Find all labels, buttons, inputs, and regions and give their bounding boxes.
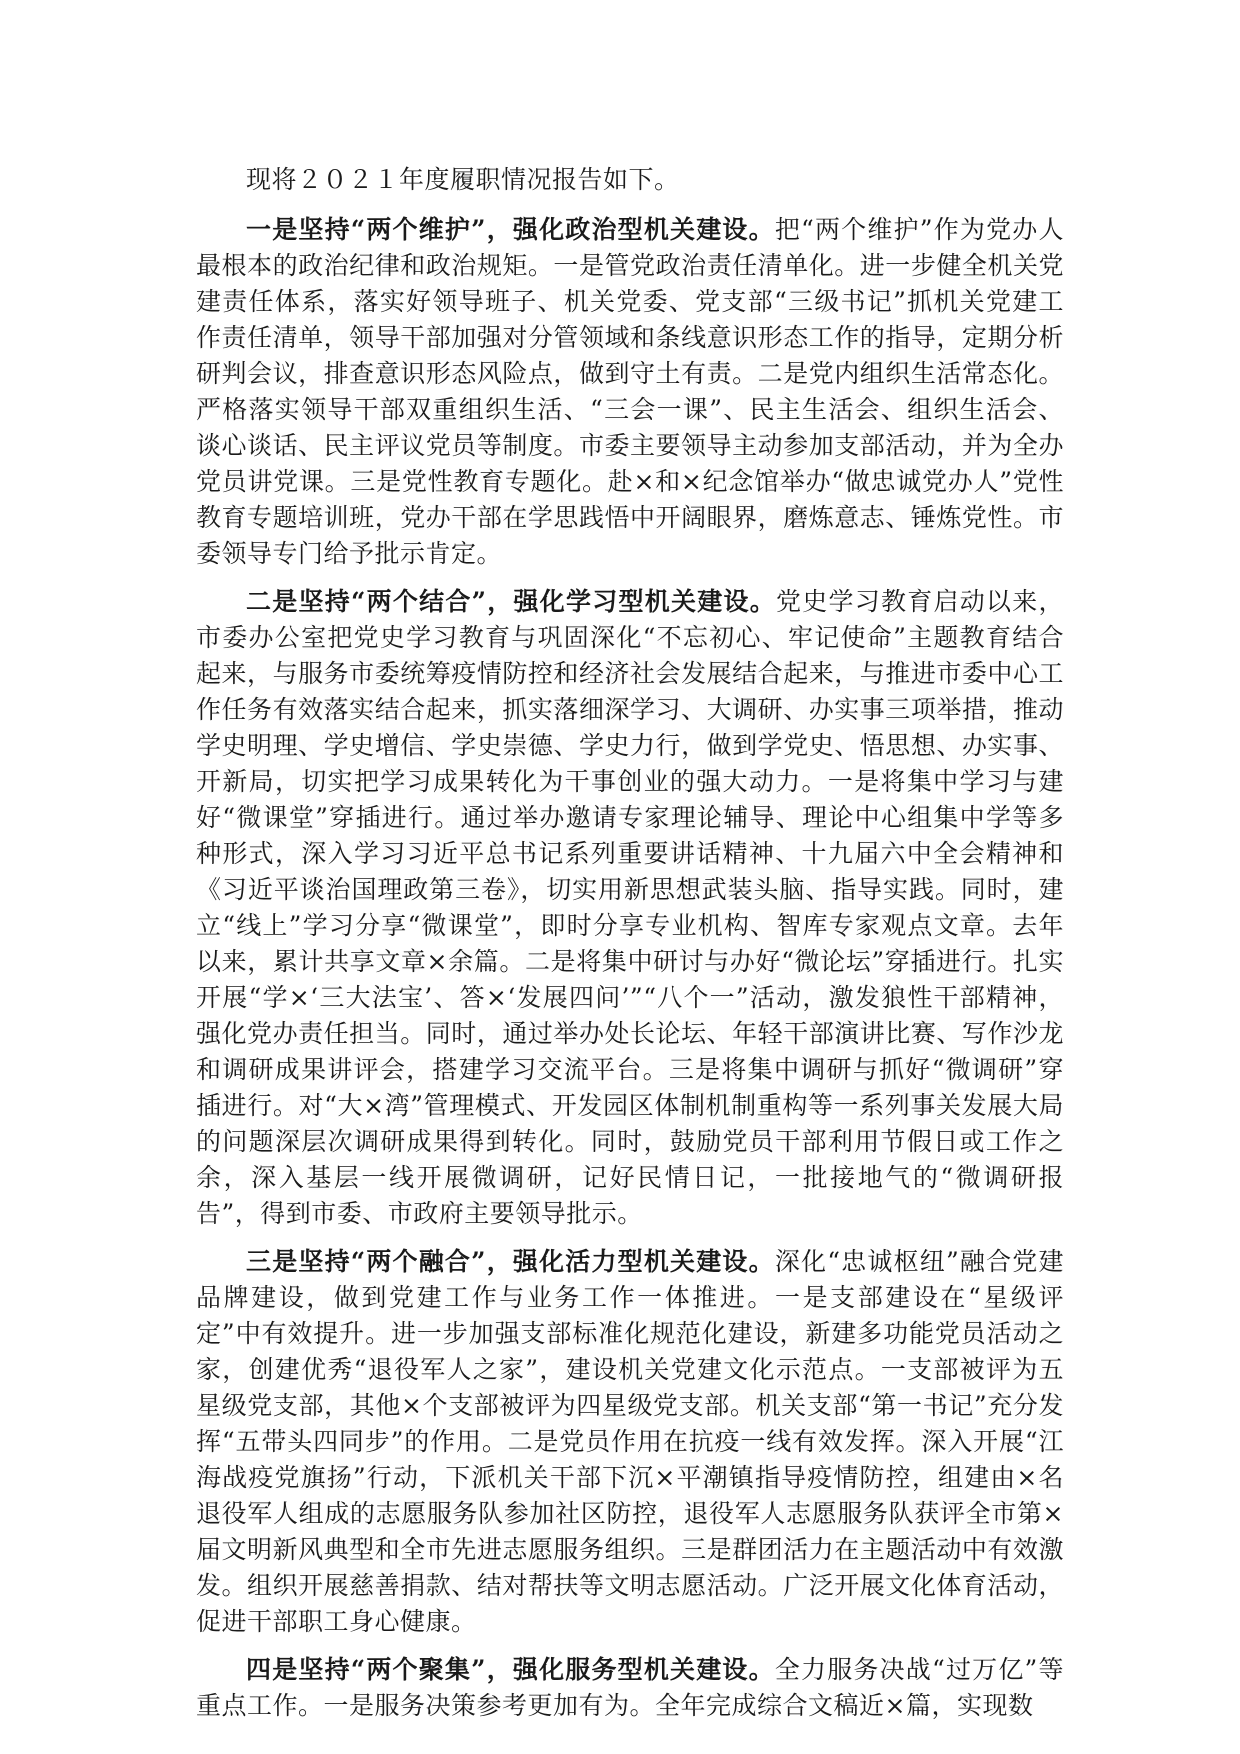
- section-heading-1: 一是坚持“两个维护”，强化政治型机关建设。: [246, 215, 775, 244]
- intro-paragraph: 现将２０２１年度履职情况报告如下。: [246, 165, 680, 194]
- section-paragraph-3: [196, 1244, 1064, 1640]
- section-paragraph-2: [196, 584, 1064, 1232]
- section-body-4: 全力服务决战“过万亿”等重点工作。一是服务决策参考更加有为。全年完成综合文稿近×篇，实现数: [196, 1655, 1064, 1720]
- section-heading-3: 三是坚持“两个融合”，强化活力型机关建设。: [246, 1247, 775, 1276]
- section-heading-4: 四是坚持“两个聚集”，强化服务型机关建设。: [246, 1655, 775, 1684]
- section-body-3: 深化“忠诚枢纽”融合党建品牌建设，做到党建工作与业务工作一体推进。一是支部建设在“星级评定”中有效提升。进一步加强支部标准化规范化建设，新建多功能党员活动之家，创建优秀“退役军人之家”，建设机关党建文化示范点。一支部被评为五星级党支部，其他×个支部被评为四星级党支部。机关支部“第一书记”充分发挥“五带头四同步”的作用。二是党员作用在抗疫一线有效发挥。深入开展“江海战疫党旗扬”行动，下派机关干部下沉×平潮镇指导疫情防控，组建由×名退役军人组成的志愿服务队参加社区防控，退役军人志愿服务队获评全市第×届文明新风典型和全市先进志愿服务组织。三是群团活力在主题活动中有效激发。组织开展慈善捐款、结对帮扶等文明志愿活动。广泛开展文化体育活动，促进干部职工身心健康。: [196, 1247, 1064, 1636]
- section-paragraph-4: [196, 1652, 1064, 1724]
- section-paragraph-1: [196, 212, 1064, 572]
- document-body: [196, 162, 1064, 1736]
- section-body-1: 把“两个维护”作为党办人最根本的政治纪律和政治规矩。一是管党政治责任清单化。进一步健全机关党建责任体系，落实好领导班子、机关党委、党支部“三级书记”抓机关党建工作责任清单，领导干部加强对分管领域和条线意识形态工作的指导，定期分析研判会议，排查意识形态风险点，做到守土有责。二是党内组织生活常态化。严格落实领导干部双重组织生活、“三会一课”、民主生活会、组织生活会、谈心谈话、民主评议党员等制度。市委主要领导主动参加支部活动，并为全办党员讲党课。三是党性教育专题化。赴×和×纪念馆举办“做忠诚党办人”党性教育专题培训班，党办干部在学思践悟中开阔眼界，磨炼意志、锤炼党性。市委领导专门给予批示肯定。: [196, 215, 1064, 568]
- section-heading-2: 二是坚持“两个结合”，强化学习型机关建设。: [246, 587, 776, 616]
- section-body-2: 党史学习教育启动以来，市委办公室把党史学习教育与巩固深化“不忘初心、牢记使命”主题教育结合起来，与服务市委统筹疫情防控和经济社会发展结合起来，与推进市委中心工作任务有效落实结合起来，抓实落细深学习、大调研、办实事三项举措，推动学史明理、学史增信、学史崇德、学史力行，做到学党史、悟思想、办实事、开新局，切实把学习成果转化为干事创业的强大动力。一是将集中学习与建好“微课堂”穿插进行。通过举办邀请专家理论辅导、理论中心组集中学等多种形式，深入学习习近平总书记系列重要讲话精神、十九届六中全会精神和《习近平谈治国理政第三卷》，切实用新思想武装头脑、指导实践。同时，建立“线上”学习分享“微课堂”，即时分享专业机构、智库专家观点文章。去年以来，累计共享文章×余篇。二是将集中研讨与办好“微论坛”穿插进行。扎实开展“学×‘三大法宝’、答×‘发展四问’”“八个一”活动，激发狼性干部精神，强化党办责任担当。同时，通过举办处长论坛、年轻干部演讲比赛、写作沙龙和调研成果讲评会，搭建学习交流平台。三是将集中调研与抓好“微调研”穿插进行。对“大×湾”管理模式、开发园区体制机制重构等一系列事关发展大局的问题深层次调研成果得到转化。同时，鼓励党员干部利用节假日或工作之余，深入基层一线开展微调研，记好民情日记，一批接地气的“微调研报告”，得到市委、市政府主要领导批示。: [196, 587, 1064, 1228]
